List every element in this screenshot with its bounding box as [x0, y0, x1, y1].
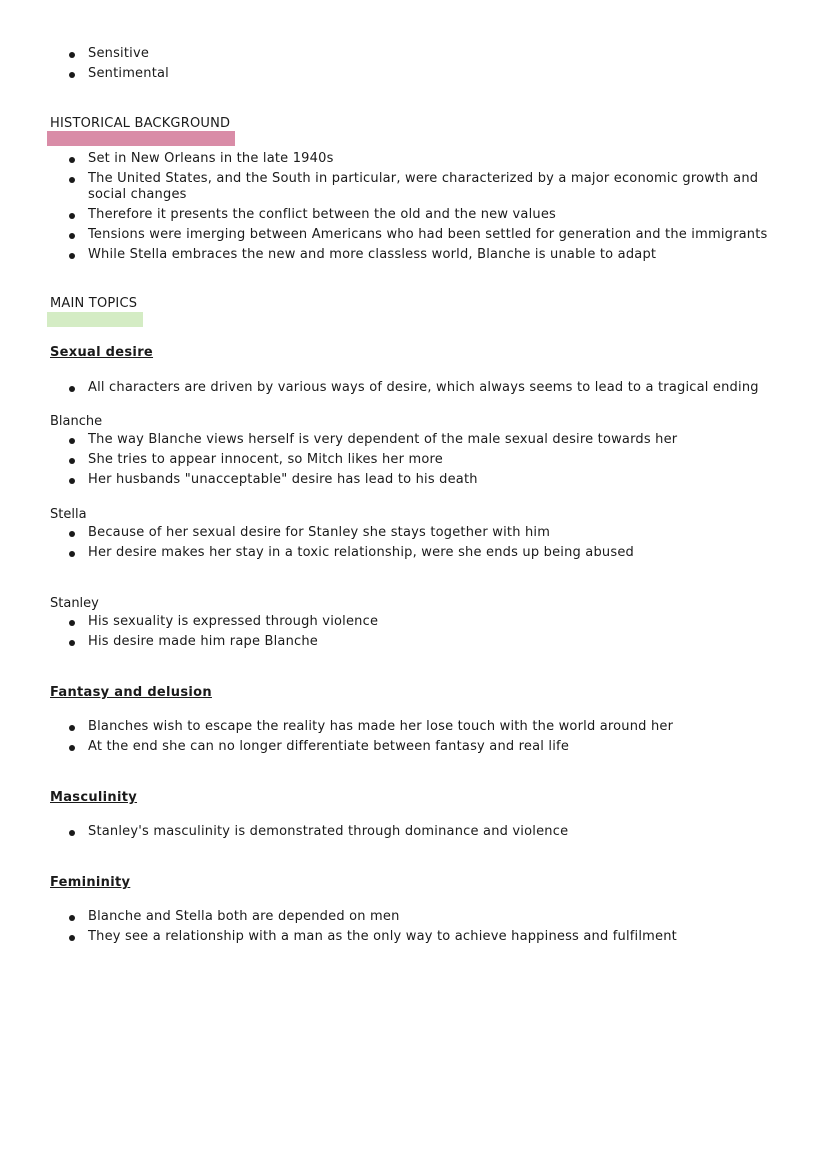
list-item: The United States, and the South in particular, were characterized by a major economic growth and social changes	[0, 171, 828, 203]
intro-list	[0, 46, 828, 86]
historical-heading: HISTORICAL BACKGROUND	[50, 116, 231, 131]
masculinity-heading: Masculinity	[50, 790, 138, 805]
list-item: Her husbands "unacceptable" desire has lead to his death	[0, 472, 828, 488]
list-item: His sexuality is expressed through violence	[0, 614, 828, 630]
list-item: Therefore it presents the conflict between the old and the new values	[0, 207, 828, 223]
sexual-desire-list	[0, 380, 828, 400]
fantasy-heading: Fantasy and delusion	[50, 685, 212, 700]
stanley-list	[0, 614, 828, 654]
list-item: Because of her sexual desire for Stanley she stays together with him	[0, 525, 828, 541]
fantasy-list	[0, 719, 828, 759]
stella-list	[0, 525, 828, 565]
list-item: Blanches wish to escape the reality has made her lose touch with the world around her	[0, 719, 828, 735]
list-item: Her desire makes her stay in a toxic relationship, were she ends up being abused	[0, 545, 828, 561]
list-item: Sensitive	[0, 46, 828, 62]
blanche-list	[0, 432, 828, 492]
list-item: Stanley's masculinity is demonstrated through dominance and violence	[0, 824, 828, 840]
historical-list	[0, 151, 828, 267]
sexual-desire-heading: Sexual desire	[50, 345, 154, 360]
list-item: Tensions were imerging between Americans who had been settled for generation and the immigrants	[0, 227, 828, 243]
list-item: All characters are driven by various ways of desire, which always seems to lead to a tragical ending	[0, 380, 828, 396]
list-item: Set in New Orleans in the late 1940s	[0, 151, 828, 167]
historical-highlight	[47, 131, 235, 146]
list-item: At the end she can no longer differentiate between fantasy and real life	[0, 739, 828, 755]
masculinity-list	[0, 824, 828, 844]
list-item: Blanche and Stella both are depended on men	[0, 909, 828, 925]
list-item: Sentimental	[0, 66, 828, 82]
list-item: The way Blanche views herself is very dependent of the male sexual desire towards her	[0, 432, 828, 448]
blanche-label: Blanche	[50, 414, 103, 429]
main-topics-highlight	[47, 312, 143, 327]
stanley-label: Stanley	[50, 596, 99, 611]
femininity-heading: Femininity	[50, 875, 131, 890]
list-item: She tries to appear innocent, so Mitch likes her more	[0, 452, 828, 468]
stella-label: Stella	[50, 507, 87, 522]
list-item: His desire made him rape Blanche	[0, 634, 828, 650]
list-item: They see a relationship with a man as the only way to achieve happiness and fulfilment	[0, 929, 828, 945]
femininity-list	[0, 909, 828, 949]
main-topics-heading: MAIN TOPICS	[50, 296, 138, 311]
list-item: While Stella embraces the new and more classless world, Blanche is unable to adapt	[0, 247, 828, 263]
